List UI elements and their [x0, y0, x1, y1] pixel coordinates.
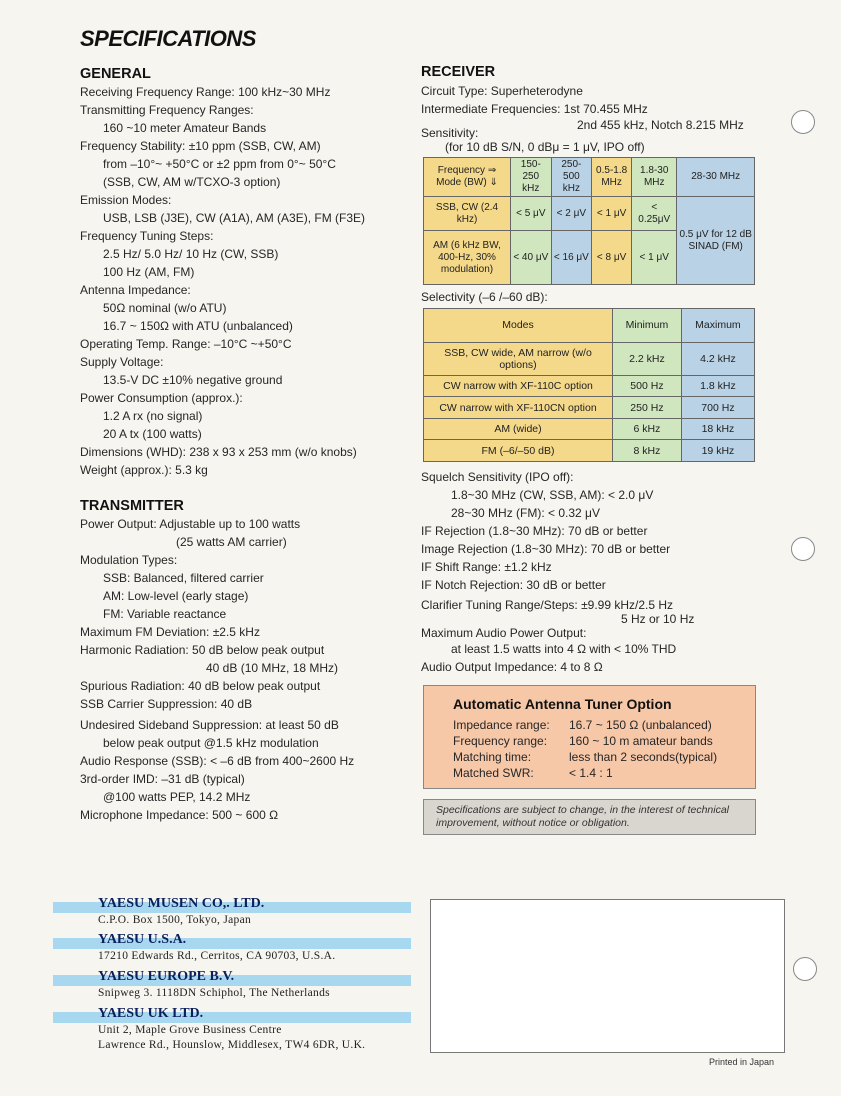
selectivity-table: [423, 308, 755, 462]
spec-line: AM: Low-level (early stage): [103, 589, 249, 603]
band-header: 1.8-30 MHz: [632, 158, 677, 197]
company-address: C.P.O. Box 1500, Tokyo, Japan: [98, 914, 252, 926]
sens-corner: Frequency ⇒ Mode (BW) ⇓: [424, 158, 511, 197]
spec-line: Audio Response (SSB): < –6 dB from 400~2600 Hz: [80, 754, 355, 768]
band-header: 0.5-1.8 MHz: [592, 158, 632, 197]
spec-line: Transmitting Frequency Ranges:: [80, 103, 254, 117]
sel-value: 4.2 kHz: [681, 342, 754, 375]
spec-line: Spurious Radiation: 40 dB below peak output: [80, 679, 321, 693]
spec-line: Undesired Sideband Suppression: at least 50 dB: [80, 718, 339, 732]
binder-hole: [793, 957, 817, 981]
spec-line: Emission Modes:: [80, 193, 172, 207]
sel-header: Maximum: [681, 309, 754, 343]
dealer-stamp-box: [430, 899, 785, 1053]
spec-line: Audio Output Impedance: 4 to 8 Ω: [421, 660, 603, 674]
disclaimer-text: Specifications are subject to change, in the interest of technical improvement, without notice or obligation.: [436, 804, 730, 829]
company-address: Snipweg 3. 1118DN Schiphol, The Netherlands: [98, 987, 330, 999]
sens-cell: < 8 μV: [592, 231, 632, 285]
spec-line: Maximum Audio Power Output:: [421, 626, 587, 640]
sel-header: Modes: [424, 309, 613, 343]
spec-line: (25 watts AM carrier): [176, 535, 287, 549]
atu-value: less than 2 seconds(typical): [569, 750, 718, 764]
spec-line: 50Ω nominal (w/o ATU): [103, 301, 227, 315]
company-address: 17210 Edwards Rd., Cerritos, CA 90703, U.S.A.: [98, 950, 336, 962]
spec-line: Power Output: Adjustable up to 100 watts: [80, 517, 301, 531]
company-address: Lawrence Rd., Hounslow, Middlesex, TW4 6DR, U.K.: [98, 1039, 366, 1051]
spec-line: Antenna Impedance:: [80, 283, 191, 297]
if-first: Intermediate Frequencies: 1st 70.455 MHz: [421, 102, 648, 116]
sel-value: 2.2 kHz: [613, 342, 682, 375]
spec-line: Squelch Sensitivity (IPO off):: [421, 470, 574, 484]
page-title: SPECIFICATIONS: [80, 26, 256, 51]
spec-line: 5 Hz or 10 Hz: [621, 612, 695, 626]
sel-value: 700 Hz: [681, 397, 754, 419]
sel-mode: CW narrow with XF-110C option: [424, 375, 613, 397]
spec-line: Harmonic Radiation: 50 dB below peak output: [80, 643, 325, 657]
sel-value: 8 kHz: [613, 440, 682, 462]
sel-mode: AM (wide): [424, 418, 613, 440]
spec-line: 160 ~10 meter Amateur Bands: [103, 121, 267, 135]
band-header: 150-250 kHz: [511, 158, 552, 197]
company-name: YAESU EUROPE B.V.: [98, 969, 235, 984]
spec-line: Power Consumption (approx.):: [80, 391, 243, 405]
sens-cell: < 40 μV: [511, 231, 552, 285]
sel-mode: SSB, CW wide, AM narrow (w/o options): [424, 342, 613, 375]
sens-cell: < 0.25μV: [632, 197, 677, 231]
spec-line: SSB: Balanced, filtered carrier: [103, 571, 264, 585]
selectivity-label: Selectivity (–6 /–60 dB):: [421, 290, 548, 304]
if-second: 2nd 455 kHz, Notch 8.215 MHz: [577, 118, 744, 132]
binder-hole: [791, 537, 815, 561]
atu-value: < 1.4 : 1: [569, 766, 613, 780]
spec-line: 1.8~30 MHz (CW, SSB, AM): < 2.0 μV: [451, 488, 654, 502]
company-name: YAESU U.S.A.: [98, 932, 187, 947]
sens-cell: < 1 μV: [592, 197, 632, 231]
sel-value: 1.8 kHz: [681, 375, 754, 397]
spec-line: IF Rejection (1.8~30 MHz): 70 dB or better: [421, 524, 648, 538]
spec-line: Frequency Stability: ±10 ppm (SSB, CW, AM): [80, 139, 321, 153]
sel-value: 6 kHz: [613, 418, 682, 440]
atu-option-box: [423, 685, 756, 789]
disclaimer-note: [423, 799, 756, 835]
spec-line: Supply Voltage:: [80, 355, 164, 369]
sens-cell: < 5 μV: [511, 197, 552, 231]
sens-cell: < 16 μV: [551, 231, 592, 285]
spec-line: Frequency Tuning Steps:: [80, 229, 214, 243]
spec-line: 3rd-order IMD: –31 dB (typical): [80, 772, 245, 786]
spec-line: @100 watts PEP, 14.2 MHz: [103, 790, 251, 804]
spec-line: 16.7 ~ 150Ω with ATU (unbalanced): [103, 319, 293, 333]
sens-cell: < 2 μV: [551, 197, 592, 231]
spec-line: Microphone Impedance: 500 ~ 600 Ω: [80, 808, 279, 822]
company-name: YAESU UK LTD.: [98, 1006, 204, 1021]
atu-label: Matched SWR:: [453, 766, 534, 780]
sensitivity-conditions: (for 10 dB S/N, 0 dBμ = 1 μV, IPO off): [445, 140, 645, 154]
atu-value: 16.7 ~ 150 Ω (unbalanced): [569, 718, 712, 732]
transmitter-heading: TRANSMITTER: [80, 498, 184, 514]
am-mode-label: AM (6 kHz BW, 400-Hz, 30% modulation): [424, 231, 511, 285]
atu-label: Matching time:: [453, 750, 532, 764]
sel-value: 250 Hz: [613, 397, 682, 419]
spec-line: Maximum FM Deviation: ±2.5 kHz: [80, 625, 260, 639]
spec-line: IF Shift Range: ±1.2 kHz: [421, 560, 552, 574]
sel-value: 500 Hz: [613, 375, 682, 397]
spec-line: Image Rejection (1.8~30 MHz): 70 dB or better: [421, 542, 671, 556]
company-address: Unit 2, Maple Grove Business Centre: [98, 1024, 282, 1036]
sel-mode: CW narrow with XF-110CN option: [424, 397, 613, 419]
spec-line: (SSB, CW, AM w/TCXO-3 option): [103, 175, 281, 189]
spec-line: 40 dB (10 MHz, 18 MHz): [206, 661, 339, 675]
atu-title: Automatic Antenna Tuner Option: [453, 696, 672, 712]
receiver-heading: RECEIVER: [421, 64, 496, 80]
sel-header: Minimum: [613, 309, 682, 343]
spec-line: SSB Carrier Suppression: 40 dB: [80, 697, 253, 711]
spec-line: 20 A tx (100 watts): [103, 427, 202, 441]
general-heading: GENERAL: [80, 66, 151, 82]
spec-line: below peak output @1.5 kHz modulation: [103, 736, 319, 750]
atu-label: Impedance range:: [453, 718, 550, 732]
company-name: YAESU MUSEN CO,. LTD.: [98, 896, 265, 911]
spec-line: Operating Temp. Range: –10°C ~+50°C: [80, 337, 292, 351]
spec-line: 2.5 Hz/ 5.0 Hz/ 10 Hz (CW, SSB): [103, 247, 279, 261]
binder-hole: [791, 110, 815, 134]
band-header: 250-500 kHz: [551, 158, 592, 197]
printed-in: Printed in Japan: [709, 1057, 775, 1067]
spec-line: 28~30 MHz (FM): < 0.32 μV: [451, 506, 600, 520]
spec-line: Receiving Frequency Range: 100 kHz~30 MHz: [80, 85, 331, 99]
sens-cell: < 1 μV: [632, 231, 677, 285]
spec-line: Clarifier Tuning Range/Steps: ±9.99 kHz/2.5 Hz: [421, 598, 674, 612]
spec-line: Dimensions (WHD): 238 x 93 x 253 mm (w/o knobs): [80, 445, 357, 459]
spec-line: Modulation Types:: [80, 553, 178, 567]
sel-value: 18 kHz: [681, 418, 754, 440]
spec-line: FM: Variable reactance: [103, 607, 227, 621]
spec-line: Weight (approx.): 5.3 kg: [80, 463, 208, 477]
spec-line: 1.2 A rx (no signal): [103, 409, 203, 423]
circuit-type: Circuit Type: Superheterodyne: [421, 84, 583, 98]
spec-line: IF Notch Rejection: 30 dB or better: [421, 578, 606, 592]
spec-line: 13.5-V DC ±10% negative ground: [103, 373, 283, 387]
spec-line: from –10°~ +50°C or ±2 ppm from 0°~ 50°C: [103, 157, 336, 171]
spec-line: USB, LSB (J3E), CW (A1A), AM (A3E), FM (F3E): [103, 211, 366, 225]
sensitivity-table: [423, 157, 755, 285]
ssb-mode-label: SSB, CW (2.4 kHz): [424, 197, 511, 231]
band-header: 28-30 MHz: [677, 158, 755, 197]
atu-label: Frequency range:: [453, 734, 548, 748]
sel-mode: FM (–6/–50 dB): [424, 440, 613, 462]
fm-sens-cell: 0.5 μV for 12 dB SINAD (FM): [677, 197, 755, 285]
sel-value: 19 kHz: [681, 440, 754, 462]
spec-line: at least 1.5 watts into 4 Ω with < 10% THD: [451, 642, 677, 656]
spec-line: 100 Hz (AM, FM): [103, 265, 195, 279]
atu-value: 160 ~ 10 m amateur bands: [569, 734, 713, 748]
sensitivity-label: Sensitivity:: [421, 126, 479, 140]
